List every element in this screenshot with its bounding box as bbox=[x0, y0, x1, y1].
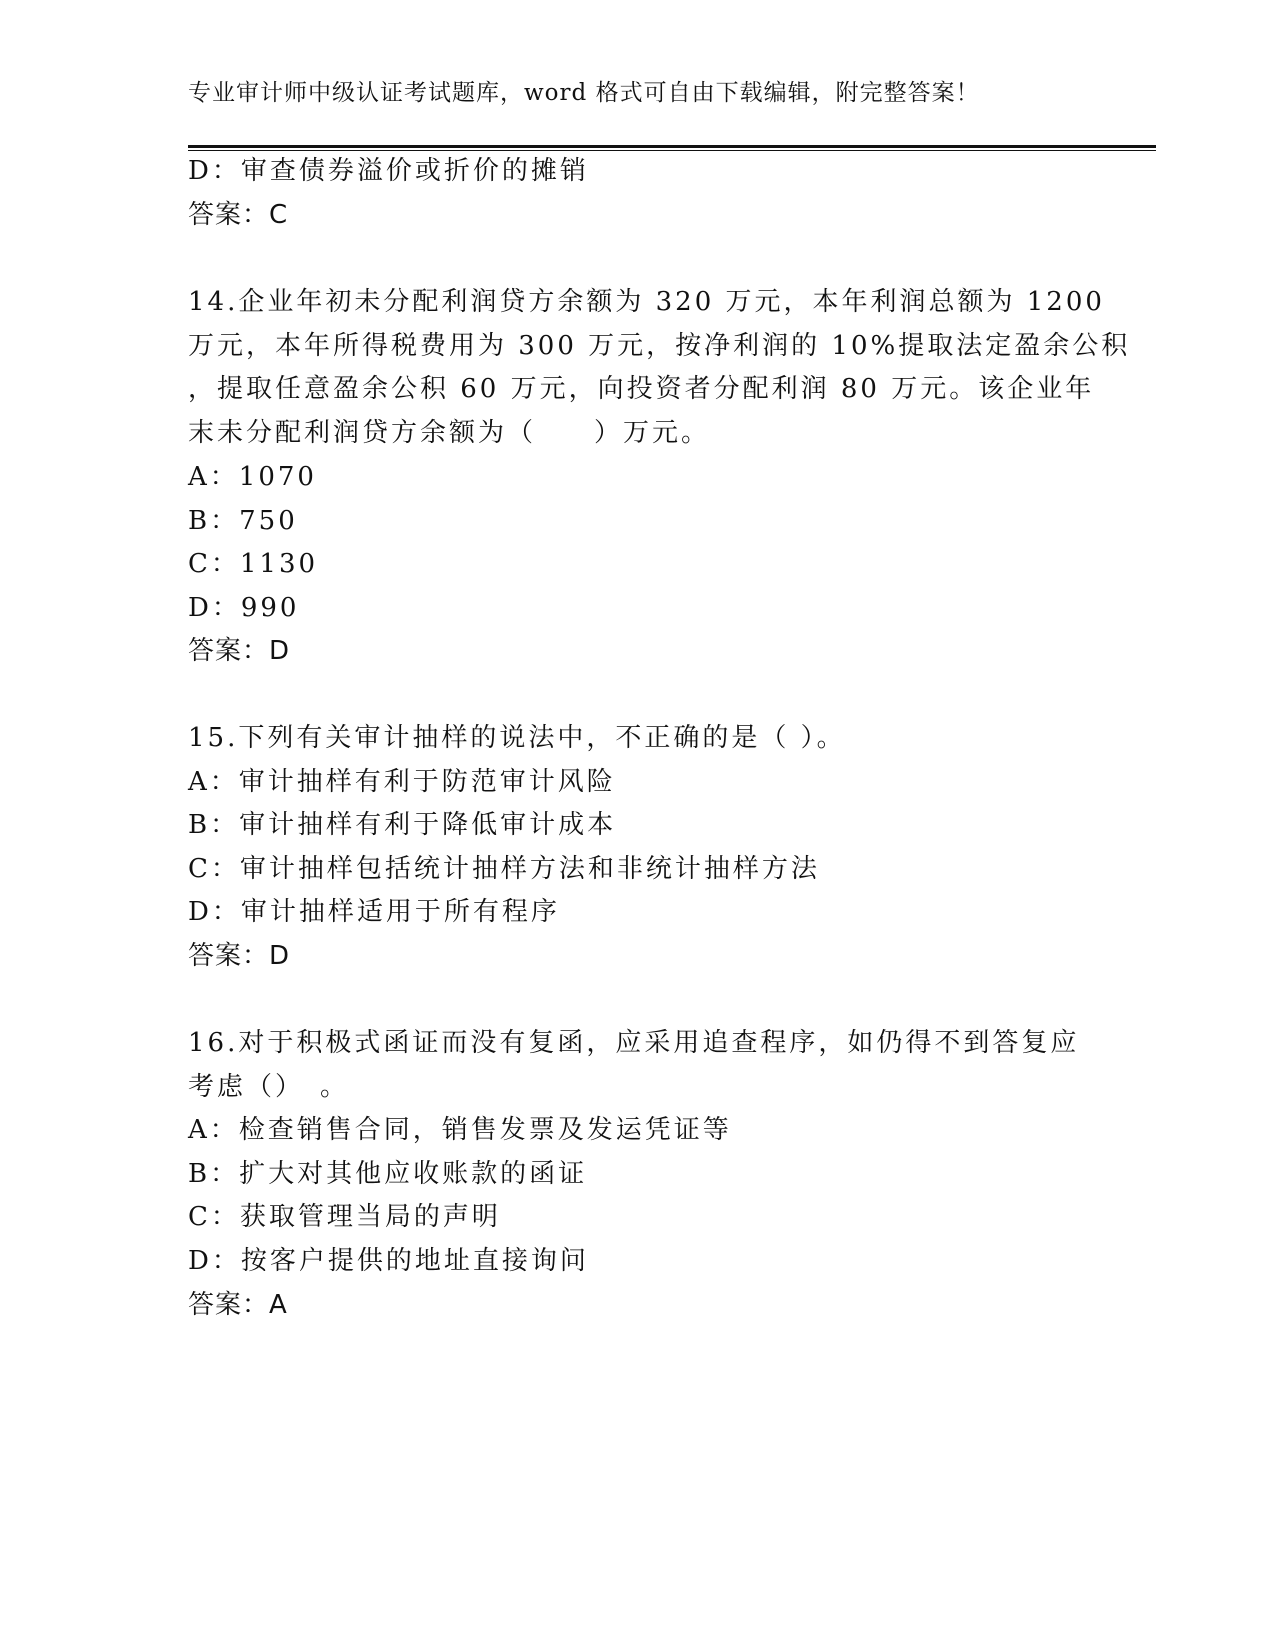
option-line: D：990 bbox=[188, 593, 300, 623]
page-header: 专业审计师中级认证考试题库，word 格式可自由下载编辑，附完整答案！ bbox=[188, 80, 980, 106]
answer-line: 答案：D bbox=[188, 941, 291, 971]
answer-line: 答案：C bbox=[188, 200, 289, 230]
question-line: 末未分配利润贷方余额为（ ）万元。 bbox=[188, 418, 711, 448]
option-line: D：按客户提供的地址直接询问 bbox=[188, 1246, 589, 1276]
header-rule-thick bbox=[188, 145, 1156, 148]
question-line: ，提取任意盈余公积 60 万元，向投资者分配利润 80 万元。该企业年 bbox=[188, 374, 1095, 404]
question-line: 14.企业年初未分配利润贷方余额为 320 万元，本年利润总额为 1200 bbox=[188, 287, 1105, 317]
question-line: 15.下列有关审计抽样的说法中，不正确的是（ ）。 bbox=[188, 723, 846, 753]
option-line: B：扩大对其他应收账款的函证 bbox=[188, 1159, 588, 1189]
option-line: A：审计抽样有利于防范审计风险 bbox=[188, 767, 616, 797]
option-line: B：审计抽样有利于降低审计成本 bbox=[188, 810, 617, 840]
option-line: C：1130 bbox=[188, 549, 319, 579]
question-line: 考虑（） 。 bbox=[188, 1072, 350, 1102]
answer-line: 答案：A bbox=[188, 1290, 288, 1320]
header-rule-thin bbox=[188, 150, 1156, 151]
answer-line: 答案：D bbox=[188, 636, 291, 666]
option-line: D：审查债券溢价或折价的摊销 bbox=[188, 156, 589, 186]
option-line: D：审计抽样适用于所有程序 bbox=[188, 897, 560, 927]
option-line: C：审计抽样包括统计抽样方法和非统计抽样方法 bbox=[188, 854, 820, 884]
option-line: B：750 bbox=[188, 506, 298, 536]
option-line: C：获取管理当局的声明 bbox=[188, 1202, 501, 1232]
option-line: A：检查销售合同，销售发票及发运凭证等 bbox=[188, 1115, 732, 1145]
question-line: 万元，本年所得税费用为 300 万元，按净利润的 10%提取法定盈余公积 bbox=[188, 331, 1131, 361]
option-line: A：1070 bbox=[188, 462, 317, 492]
question-line: 16.对于积极式函证而没有复函，应采用追查程序，如仍得不到答复应 bbox=[188, 1028, 1080, 1058]
